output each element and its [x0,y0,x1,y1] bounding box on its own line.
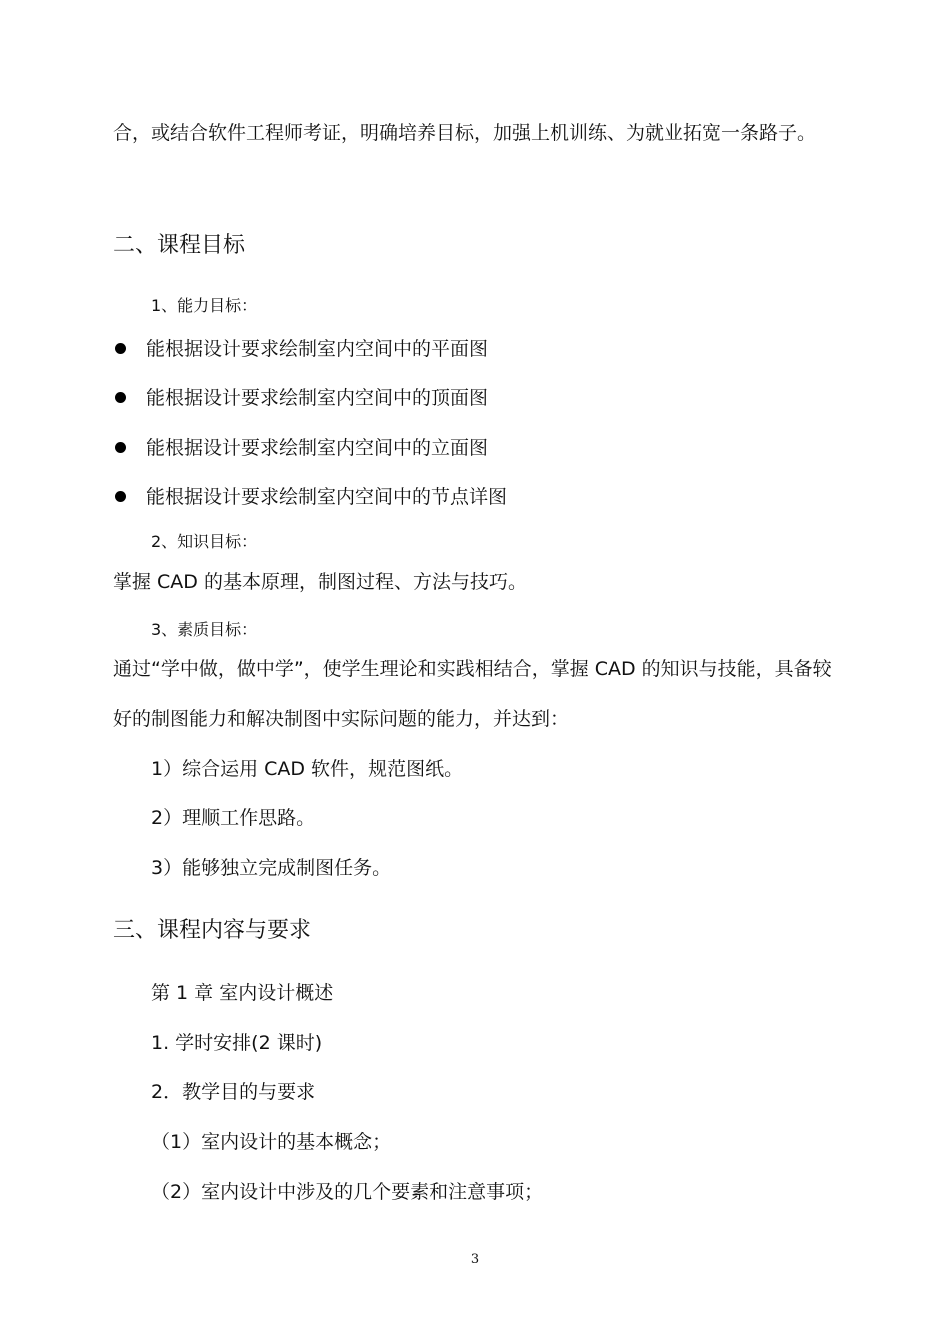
intro-paragraph: 合，或结合软件工程师考证，明确培养目标，加强上机训练、为就业拓宽一条路子。 [113,122,817,144]
list-item-text: 能根据设计要求绘制室内空间中的立面图 [146,437,489,459]
ability-goals-heading: 1、能力目标： [151,296,258,315]
list-item: 2）理顺工作思路。 [151,807,316,829]
section-2-title: 二、课程目标 [113,233,246,258]
list-item: 1）综合运用 CAD 软件，规范图纸。 [151,758,464,780]
list-item-text: 能根据设计要求绘制室内空间中的平面图 [146,338,489,360]
list-item: 3）能够独立完成制图任务。 [151,857,392,879]
knowledge-goals-text: 掌握 CAD 的基本原理，制图过程、方法与技巧。 [113,571,527,593]
section-3-title: 三、课程内容与要求 [113,918,312,943]
list-item: （1）室内设计的基本概念； [151,1131,392,1153]
hours-item: 1. 学时安排(2 课时) [151,1032,323,1054]
chapter-heading: 第 1 章 室内设计概述 [151,982,334,1004]
list-item: （2）室内设计中涉及的几个要素和注意事项； [151,1181,544,1203]
objectives-item: 2．教学目的与要求 [151,1081,316,1103]
quality-goals-heading: 3、素质目标： [151,620,258,639]
bullet-icon [115,442,126,453]
bullet-icon [115,343,126,354]
quality-goals-text-line-2: 好的制图能力和解决制图中实际问题的能力，并达到： [113,708,570,730]
page-number: 3 [470,1252,480,1267]
bullet-icon [115,491,126,502]
list-item-text: 能根据设计要求绘制室内空间中的节点详图 [146,486,508,508]
knowledge-goals-heading: 2、知识目标： [151,532,258,551]
quality-goals-text-line-1: 通过“学中做，做中学”，使学生理论和实践相结合，掌握 CAD 的知识与技能，具备较 [113,658,832,680]
list-item-text: 能根据设计要求绘制室内空间中的顶面图 [146,387,489,409]
bullet-icon [115,392,126,403]
